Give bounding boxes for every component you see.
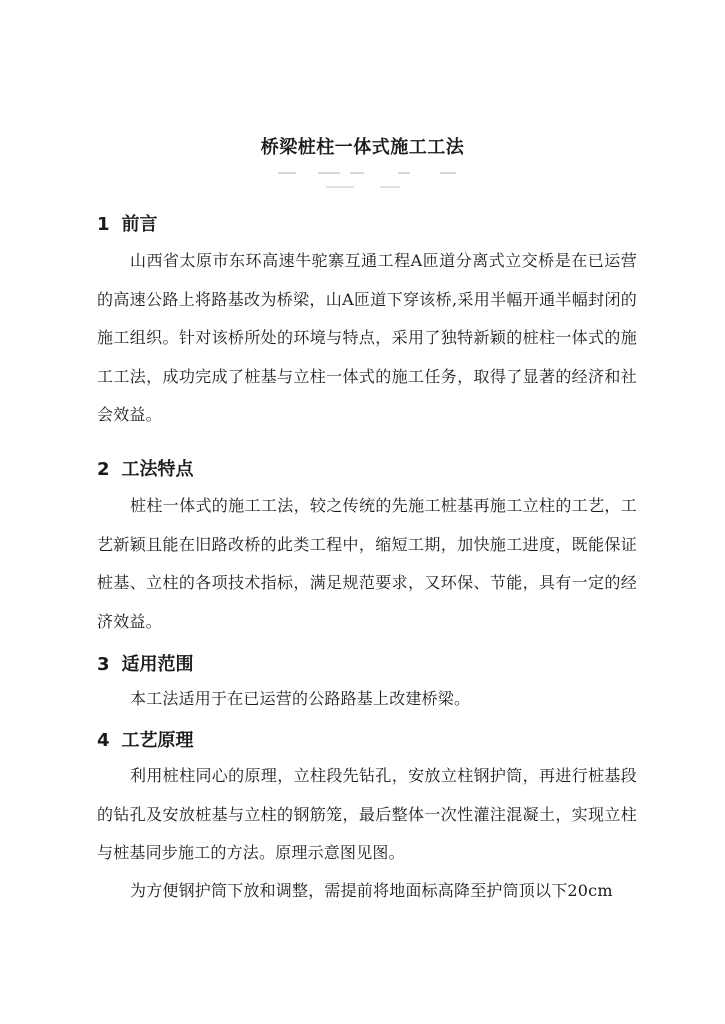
paragraph: 为方便钢护筒下放和调整，需提前将地面标高降至护筒顶以下20cm (130, 881, 613, 900)
section-heading (97, 455, 194, 481)
scan-artifact (350, 172, 364, 174)
paragraph: 利用桩柱同心的原理，立柱段先钻孔，安放立柱钢护筒，再进行桩基段的钻孔及安放桩基与立柱的钢筋笼，最后整体一次性灌注混凝土，实现立柱与桩基同步施工的方法。原理示意图见图。 (97, 766, 637, 862)
section-heading (97, 726, 194, 752)
section-number: 2 (97, 459, 110, 480)
section-title: 前言 (121, 214, 158, 235)
section-number: 1 (97, 214, 110, 235)
scan-artifact (380, 186, 400, 188)
section-title: 工法特点 (121, 459, 194, 480)
scan-artifact (440, 172, 456, 174)
document-title: 桥梁桩柱一体式施工工法 (260, 137, 465, 158)
section-heading (97, 650, 194, 676)
scan-artifact (318, 172, 340, 174)
section-number: 3 (97, 654, 110, 675)
section-heading (97, 210, 158, 236)
scan-artifact (326, 186, 354, 188)
scan-artifact (278, 172, 296, 174)
section-number: 4 (97, 730, 110, 751)
section-title: 工艺原理 (121, 730, 194, 751)
scan-artifact (398, 172, 410, 174)
paragraph: 山西省太原市东环高速牛驼寨互通工程A匝道分离式立交桥是在已运营的高速公路上将路基改为桥梁，山A匝道下穿该桥,采用半幅开通半幅封闭的施工组织。针对该桥所处的环境与特点，采用了独特新颖的桩柱一体式的施工工法，成功完成了桩基与立柱一体式的施工任务，取得了显著的经济和社会效益。 (97, 251, 637, 424)
paragraph: 本工法适用于在已运营的公路路基上改建桥梁。 (130, 689, 471, 708)
paragraph: 桩柱一体式的施工工法，较之传统的先施工桩基再施工立柱的工艺，工艺新颖且能在旧路改桥的此类工程中，缩短工期，加快施工进度，既能保证桩基、立柱的各项技术指标，满足规范要求，又环保、节能，具有一定的经济效益。 (97, 496, 637, 631)
section-title: 适用范围 (121, 654, 194, 675)
